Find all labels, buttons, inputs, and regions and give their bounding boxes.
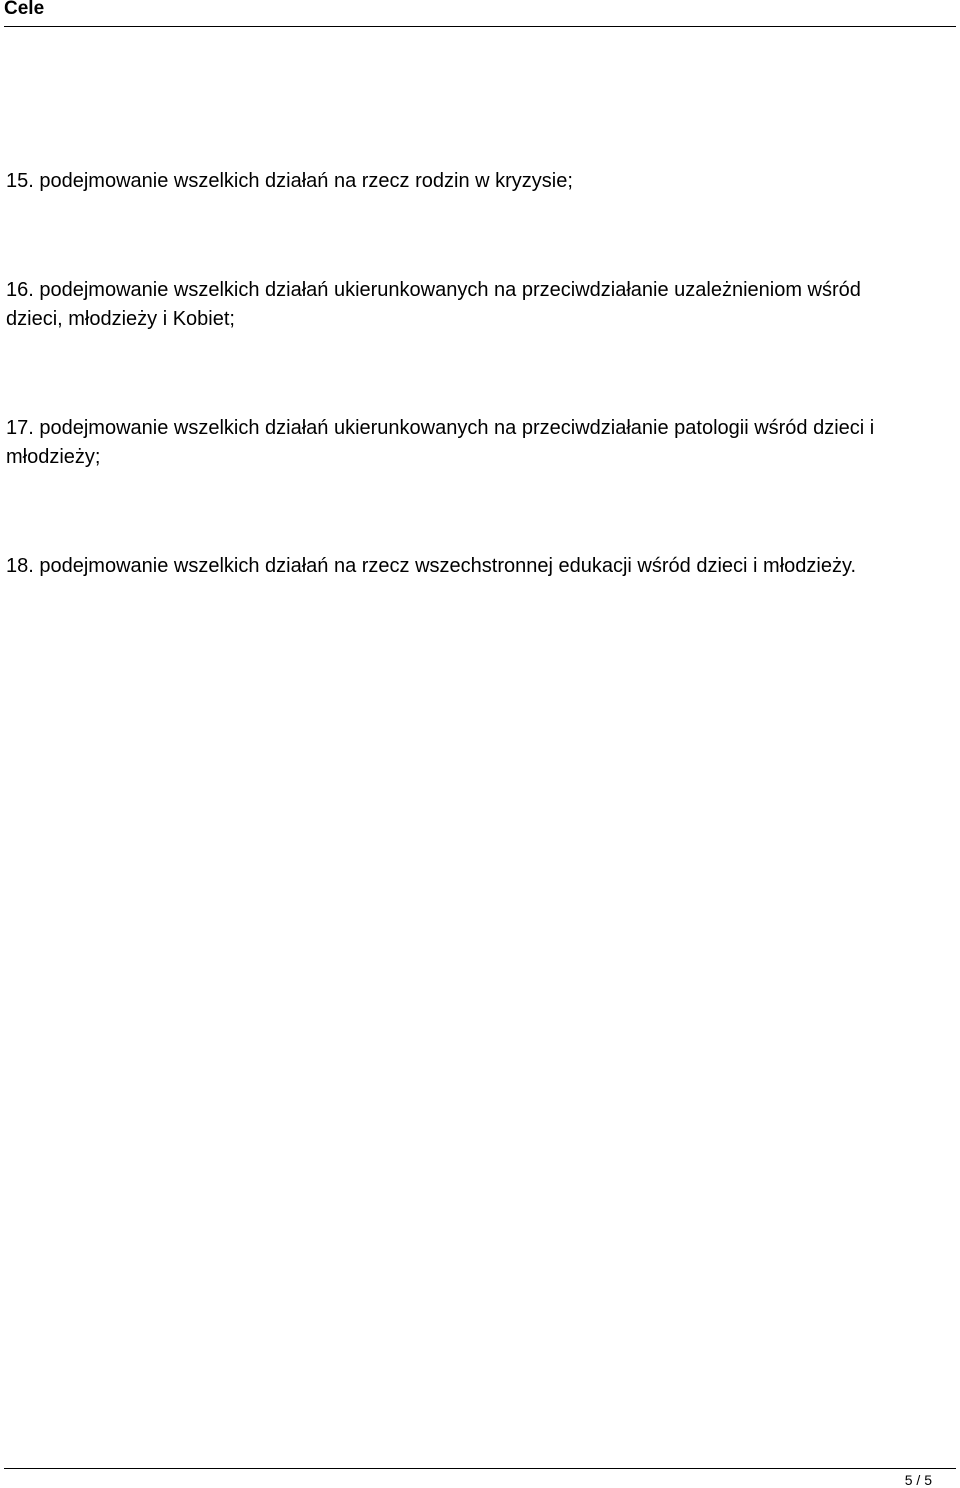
list-item: 18. podejmowanie wszelkich działań na rzecz wszechstronnej edukacji wśród dzieci i młodzieży.: [6, 555, 857, 577]
list-item: 16. podejmowanie wszelkich działań ukierunkowanych na przeciwdziałanie uzależnieniom wśród dzieci, młodzieży i Kobiet;: [6, 279, 861, 330]
page-number: 5 / 5: [904, 1472, 932, 1488]
document-body: [6, 167, 906, 581]
list-item: 15. podejmowanie wszelkich działań na rzecz rodzin w kryzysie;: [6, 170, 573, 192]
page-footer: [4, 1468, 956, 1488]
page-header: [4, 0, 956, 27]
page-title: Cele: [4, 0, 45, 19]
list-item: 17. podejmowanie wszelkich działań ukierunkowanych na przeciwdziałanie patologii wśród dzieci i młodzieży;: [6, 417, 875, 468]
